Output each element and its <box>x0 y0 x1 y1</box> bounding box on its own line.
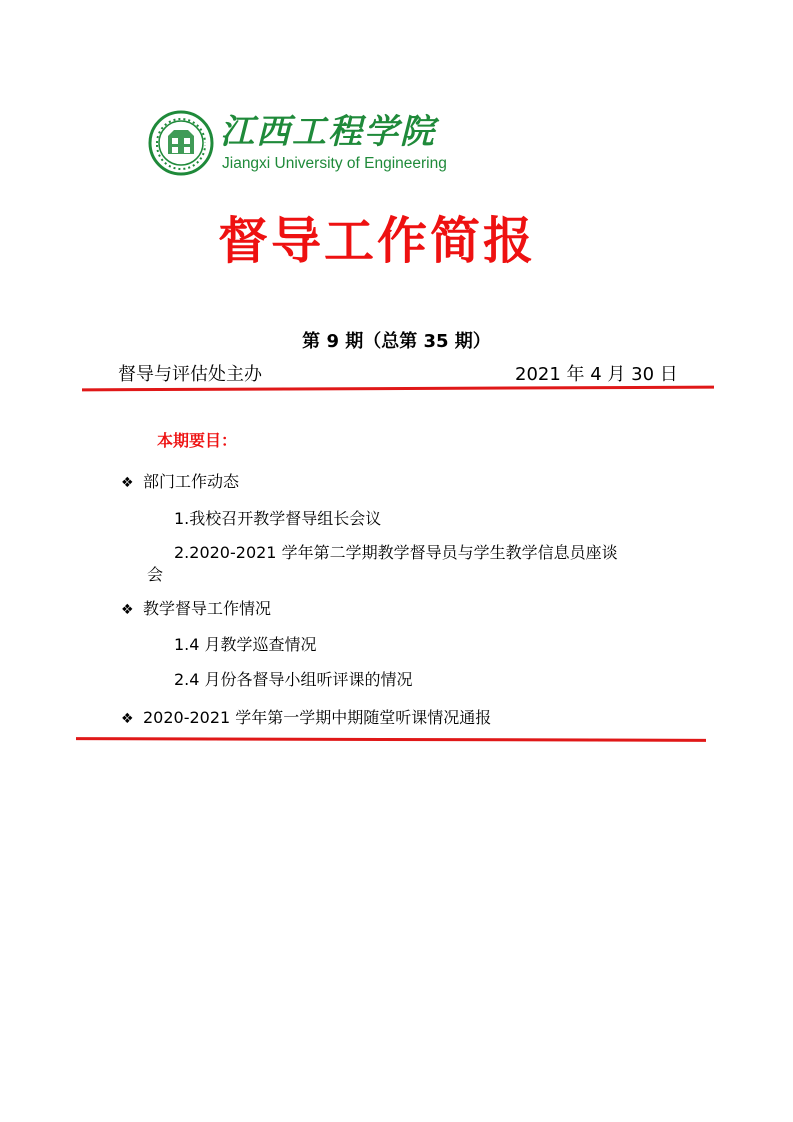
toc-section-label: 部门工作动态 <box>143 472 240 491</box>
toc-item: 1.我校召开教学督导组长会议 <box>174 509 382 528</box>
toc-item: 2.2020-2021 学年第二学期教学督导员与学生教学信息员座谈 <box>174 543 618 562</box>
toc-section <box>121 470 239 495</box>
university-seal-icon <box>148 110 214 176</box>
toc-section-label: 2020-2021 学年第一学期中期随堂听课情况通报 <box>143 708 492 727</box>
logo-english-name: Jiangxi University of Engineering <box>222 155 447 172</box>
issue-number: 第 9 期（总第 35 期） <box>302 331 491 352</box>
publish-date: 2021 年 4 月 30 日 <box>515 364 678 385</box>
toc-section <box>121 706 491 731</box>
toc-section-label: 教学督导工作情况 <box>143 599 272 618</box>
footer-divider <box>76 737 706 742</box>
toc-section <box>121 597 271 622</box>
toc-item: 2.4 月份各督导小组听评课的情况 <box>174 670 413 689</box>
bulletin-title: 督导工作简报 <box>218 212 536 270</box>
logo-chinese-name: 江西工程学院 <box>220 112 436 152</box>
toc-item-continuation: 会 <box>147 565 164 584</box>
university-logo <box>148 108 448 178</box>
organizer: 督导与评估处主办 <box>118 364 262 385</box>
toc-heading: 本期要目： <box>157 431 238 450</box>
diamond-bullet-icon: ❖ <box>121 602 134 618</box>
diamond-bullet-icon: ❖ <box>121 711 134 727</box>
toc-item: 1.4 月教学巡查情况 <box>174 635 317 654</box>
diamond-bullet-icon: ❖ <box>121 475 134 491</box>
